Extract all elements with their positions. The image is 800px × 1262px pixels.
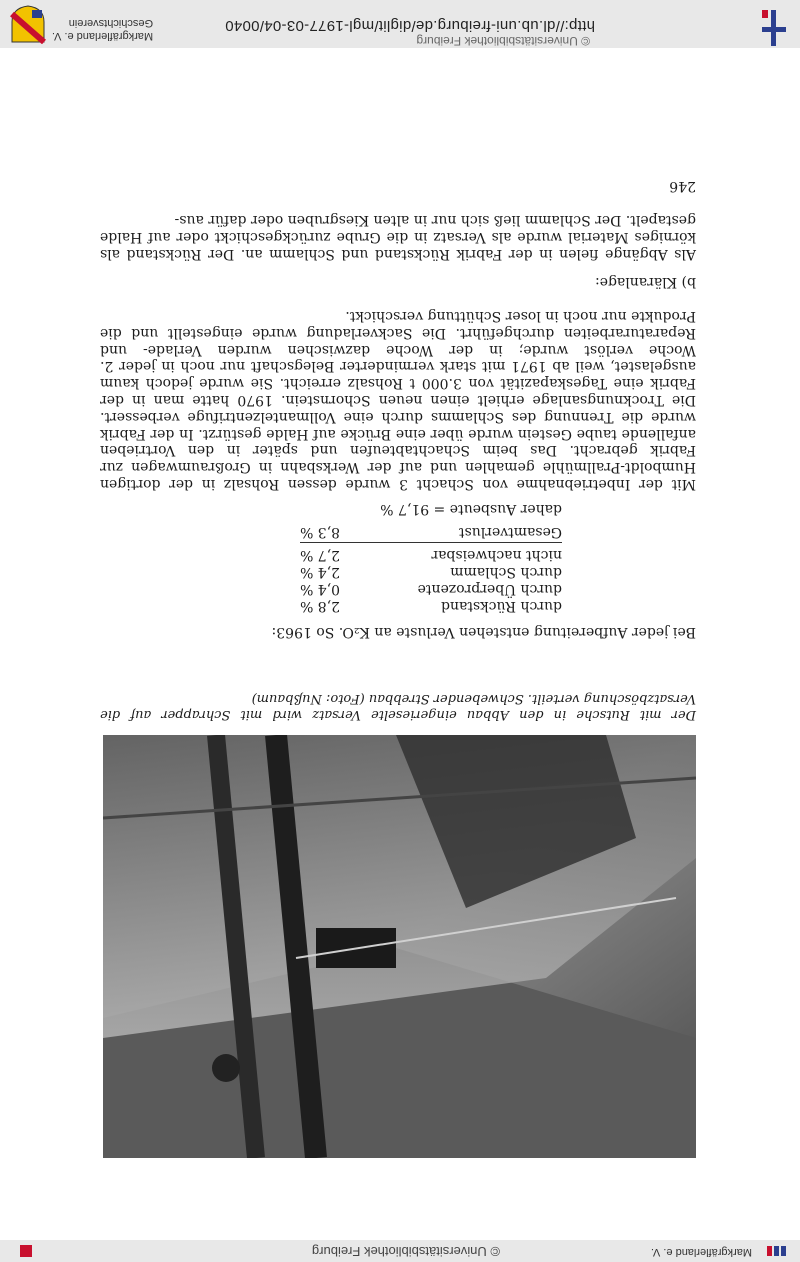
loss-row: durch Rückstand 2,8 %: [300, 598, 562, 614]
loss-row: durch Überprozente 0,4 %: [300, 581, 562, 597]
ub-logo-icon: [748, 1244, 788, 1258]
photo-image: [103, 735, 696, 1158]
photo-caption: Der mit Rutsche in den Abbau eingerieselte Versatz wird mit Schrapper auf die Versatzböschung verteilt. Schwebender Strebbau (Foto: Nußbaum): [100, 691, 696, 722]
society-label: Markgräflerland e. V.: [650, 1246, 752, 1258]
library-credit: © Universitätsbibliothek Freiburg: [311, 1244, 500, 1259]
page-number: 246: [669, 178, 696, 194]
society-credit: Markgräflerland e. V. Geschichtsverein: [52, 17, 154, 42]
total-rule: [300, 542, 562, 543]
loss-intro: Bei jeder Aufbereitung entstehen Verluste an K₂O. So 1963:: [271, 624, 696, 640]
subheading: b) Kläranlage:: [594, 274, 696, 290]
yield-line: daher Ausbeute = 91,7 %: [380, 501, 562, 517]
mine-photo: [103, 735, 696, 1158]
body-paragraph: Als Abgänge fielen in der Fabrik Rückstand und Schlamm an. Der Rückstand als körniges Material wurde als Versatz in die Grube zurückgeschickt oder auf Halde gestapelt. Der Schlamm ließ sich nur in alten Kiesgruben oder dafür aus-: [100, 212, 696, 262]
loss-row: nicht nachweisbar 2,7 %: [300, 547, 562, 563]
loss-total-row: Gesamtverlust 8,3 %: [300, 524, 562, 540]
document-url-link[interactable]: http://dl.ub.uni-freiburg.de/diglit/mgl-1977-03-04/0040: [224, 17, 595, 34]
top-banner: [0, 1240, 800, 1262]
footer-library-credit: © Universitätsbibliothek Freiburg: [416, 34, 590, 48]
crest-icon: [18, 1244, 34, 1258]
body-paragraph: Mit der Inbetriebnahme von Schacht 3 wurde dessen Rohsalz in der dortigen Humboldt-Prallmühle gemahlen und auf der Werksbahn in Großraumwagen zur Fabrik gebracht. Das beim Schachtabteufen und später in den Vortrieben anfallende taube Gestein wurde über eine Brücke auf Halde gestürzt. In der Fabrik wurde die Trennung des Schlamms durch eine Vollmantelzentrifuge verbessert. Die Trocknungsanlage erhielt einen neuen Schornstein. 1970 hatte man in der Fabrik eine Tageskapazität von 3.000 t Rohsalz erreicht. Sie wurde jedoch kaum ausgelastet, weil ab 1971 mit stark verminderter Belegschaft nur noch in jeder 2. Woche verlöst wurde; in der Woche dazwischen wurden Verlade- und Reparaturarbeiten durchgeführt. Die Sackverladung wurde eingestellt und die Produkte nur noch in loser Schüttung verschickt.: [100, 308, 696, 492]
ub-mark-icon: [754, 8, 794, 48]
bottom-banner: [0, 0, 800, 48]
loss-row: durch Schlamm 2,4 %: [300, 564, 562, 580]
loss-table: [300, 523, 562, 614]
coat-of-arms-icon: [10, 4, 46, 44]
